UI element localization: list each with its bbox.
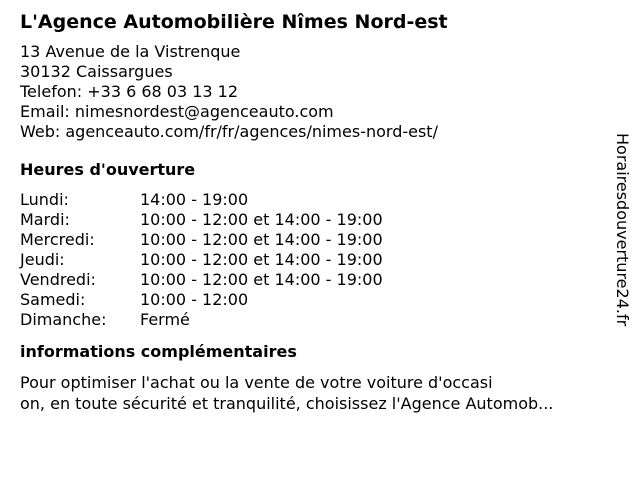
street-address: 13 Avenue de la Vistrenque [20, 42, 241, 61]
day-hours: 10:00 - 12:00 et 14:00 - 19:00 [140, 250, 383, 269]
info-heading: informations complémentaires [20, 342, 297, 361]
hours-row-tuesday [20, 210, 600, 230]
hours-row-friday [20, 270, 600, 290]
day-label: Vendredi: [20, 270, 96, 289]
day-hours: 10:00 - 12:00 [140, 290, 249, 309]
hours-row-saturday [20, 290, 600, 310]
address-block [20, 42, 600, 142]
day-hours: 10:00 - 12:00 et 14:00 - 19:00 [140, 270, 383, 289]
day-label: Dimanche: [20, 310, 107, 329]
site-watermark: Horairesdouverture24.fr [613, 133, 632, 327]
description-line: Pour optimiser l'achat ou la vente de votre voiture d'occasi [20, 373, 493, 392]
business-title: L'Agence Automobilière Nîmes Nord-est [20, 11, 448, 33]
phone-number[interactable]: Telefon: +33 6 68 03 13 12 [20, 82, 239, 101]
day-label: Lundi: [20, 190, 69, 209]
hours-row-thursday [20, 250, 600, 270]
hours-heading: Heures d'ouverture [20, 160, 196, 179]
website-link[interactable]: Web: agenceauto.com/fr/fr/agences/nimes-nord-est/ [20, 122, 438, 141]
day-label: Jeudi: [20, 250, 65, 269]
day-hours: Fermé [140, 310, 190, 329]
hours-row-wednesday [20, 230, 600, 250]
day-hours: 10:00 - 12:00 et 14:00 - 19:00 [140, 230, 383, 249]
day-hours: 10:00 - 12:00 et 14:00 - 19:00 [140, 210, 383, 229]
business-card [20, 8, 600, 414]
info-description [20, 372, 600, 414]
hours-row-sunday [20, 310, 600, 330]
hours-table [20, 190, 600, 330]
day-label: Samedi: [20, 290, 86, 309]
hours-row-monday [20, 190, 600, 210]
email-address[interactable]: Email: nimesnordest@agenceauto.com [20, 102, 334, 121]
city-postal: 30132 Caissargues [20, 62, 173, 81]
description-line: on, en toute sécurité et tranquilité, choisissez l'Agence Automob... [20, 394, 554, 413]
day-hours: 14:00 - 19:00 [140, 190, 249, 209]
day-label: Mardi: [20, 210, 70, 229]
day-label: Mercredi: [20, 230, 95, 249]
